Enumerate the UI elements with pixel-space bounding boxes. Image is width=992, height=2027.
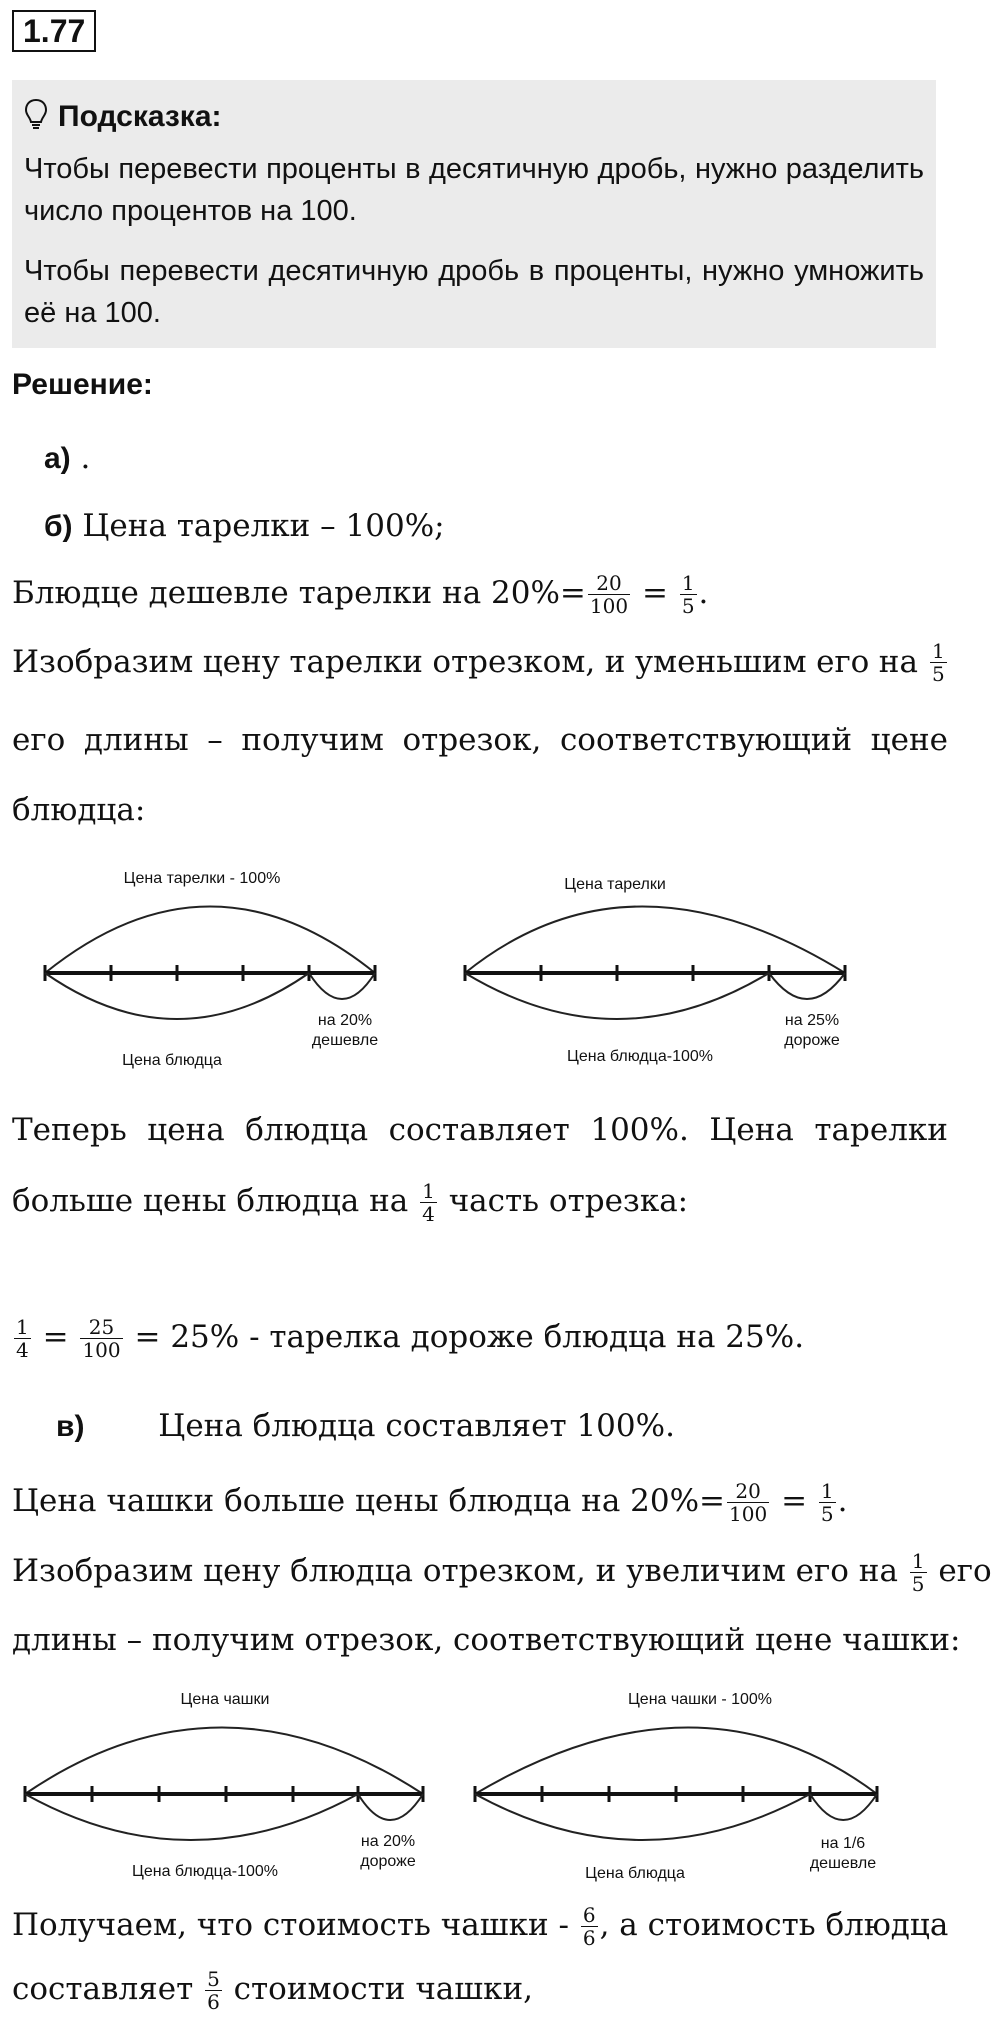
equals-sign: =	[42, 1319, 69, 1355]
part-c-line-4	[12, 1904, 948, 1949]
part-c-heading	[56, 1408, 675, 1444]
word: Теперь	[12, 1112, 127, 1148]
word: на	[878, 644, 918, 680]
numerator: 1	[820, 1479, 834, 1503]
denominator: 6	[582, 1926, 596, 1950]
part-b-line-3	[12, 722, 948, 758]
word: отрезком,	[432, 644, 596, 680]
text-fragment: Блюдце дешевле тарелки на 20%=	[12, 575, 586, 611]
diagram-1-small-1: на 20%	[317, 1012, 373, 1029]
word: длины	[83, 722, 189, 758]
fraction-20-100	[588, 572, 630, 617]
diagram-row-2	[0, 1686, 960, 1896]
numerator: 1	[16, 1315, 29, 1339]
word: и	[604, 644, 626, 680]
fraction-1-5	[680, 572, 697, 617]
word: отрезок,	[402, 722, 542, 758]
fraction-1-5	[930, 640, 947, 685]
word: получим	[241, 722, 384, 758]
part-c-line-2	[12, 1549, 992, 1596]
denominator: 100	[82, 1338, 121, 1362]
hint-title-row	[24, 98, 222, 134]
word: цену	[202, 644, 280, 680]
text-fragment: Изобразим цену блюдца отрезком, и увеличим его на	[12, 1553, 898, 1589]
numerator: 1	[681, 571, 695, 595]
part-a-text: .	[80, 440, 91, 476]
part-c-line-1	[12, 1480, 948, 1525]
denominator: 4	[16, 1338, 29, 1362]
equals-sign: =	[781, 1483, 808, 1519]
word: соответствующий	[559, 722, 853, 758]
fraction-5-6	[205, 1968, 222, 2013]
part-b-label: б)	[44, 510, 73, 543]
text-fragment: стоимости чашки,	[233, 1971, 534, 2007]
diagram-2-top-label: Цена тарелки	[564, 876, 666, 893]
numerator: 6	[582, 1903, 596, 1927]
word: тарелки	[814, 1112, 948, 1148]
fraction-20-100	[727, 1480, 769, 1525]
denominator: 5	[681, 594, 695, 618]
part-a-label: а)	[44, 442, 71, 475]
text-fragment: .	[698, 575, 709, 611]
text-fragment: больше цены блюдца на	[12, 1183, 409, 1219]
text-fragment: , а стоимость блюдца	[599, 1907, 949, 1943]
hint-paragraph-2: Чтобы перевести десятичную дробь в проценты, нужно умножить её на 100.	[24, 255, 924, 329]
part-c-line-5	[12, 1968, 948, 2013]
word: его	[816, 644, 870, 680]
word: Изобразим	[12, 644, 194, 680]
denominator: 5	[932, 662, 945, 686]
word: блюдца	[245, 1112, 369, 1148]
part-c-line-3: длины – получим отрезок, соответствующий цене чашки:	[12, 1622, 961, 1658]
word: цена	[147, 1112, 225, 1148]
text-fragment: Получаем, что стоимость чашки -	[12, 1907, 569, 1943]
diagram-1-top-label: Цена тарелки - 100%	[123, 870, 281, 887]
part-c-label: в)	[56, 1410, 85, 1443]
denominator: 100	[729, 1502, 768, 1526]
text-fragment: = 25% - тарелка дороже блюдца на 25%.	[134, 1319, 805, 1355]
diagram-3-bottom-label: Цена блюдца-100%	[132, 1863, 278, 1880]
part-c-text: Цена блюдца составляет 100%.	[158, 1408, 675, 1444]
diagram-2-bottom-label: Цена блюдца-100%	[567, 1048, 713, 1065]
part-a	[44, 440, 90, 476]
word: уменьшим	[634, 644, 807, 680]
denominator: 100	[589, 594, 629, 618]
part-b-heading	[44, 508, 445, 544]
text-fragment: .	[837, 1483, 848, 1519]
numerator: 1	[932, 639, 945, 663]
diagram-4-bottom-label: Цена блюдца	[585, 1865, 685, 1882]
denominator: 4	[422, 1202, 435, 1226]
word: 100%.	[590, 1112, 689, 1148]
numerator: 1	[911, 1549, 925, 1573]
text-fragment: его	[938, 1553, 992, 1589]
part-b-line-4: блюдца:	[12, 792, 146, 828]
hint-box	[12, 80, 936, 348]
numerator: 5	[207, 1967, 220, 1991]
fraction-25-100	[80, 1316, 122, 1361]
numerator: 20	[727, 1480, 769, 1503]
hint-title: Подсказка:	[58, 100, 222, 133]
part-b-calculation	[12, 1316, 948, 1361]
part-b-line-5	[12, 1112, 948, 1148]
diagram-4-top-label: Цена чашки - 100%	[627, 1691, 773, 1708]
numerator: 20	[588, 572, 630, 595]
diagram-1-bottom-label: Цена блюдца	[122, 1052, 222, 1069]
diagram-2-small-1: на 25%	[784, 1012, 840, 1029]
lightbulb-icon	[24, 98, 48, 132]
diagram-1-small-2: дешевле	[311, 1032, 379, 1049]
word: Цена	[709, 1112, 794, 1148]
hint-paragraph-1: Чтобы перевести проценты в десятичную дробь, нужно разделить число процентов на 100.	[24, 153, 924, 227]
fraction-6-6	[581, 1904, 598, 1949]
denominator: 5	[820, 1502, 834, 1526]
diagram-saucer-plus-20	[25, 1691, 423, 1880]
diagram-3-top-label: Цена чашки	[180, 1691, 270, 1708]
word: его	[12, 722, 66, 758]
word: цене	[870, 722, 948, 758]
numerator: 25	[80, 1316, 122, 1339]
diagram-cup-minus-one-sixth	[475, 1691, 877, 1882]
diagram-2-small-2: дороже	[784, 1032, 840, 1049]
part-b-line-1	[12, 572, 948, 617]
word: –	[207, 722, 223, 758]
part-b-line-6	[12, 1180, 948, 1225]
diagram-3-small-2: дороже	[360, 1853, 416, 1870]
denominator: 6	[207, 1990, 220, 2014]
numerator: 1	[422, 1179, 435, 1203]
fraction-1-5	[819, 1480, 836, 1525]
fraction-1-5	[910, 1550, 927, 1595]
diagram-3-small-1: на 20%	[360, 1833, 416, 1850]
word: составляет	[388, 1112, 570, 1148]
diagram-plate-minus-20	[45, 870, 378, 1069]
text-fragment: Цена чашки больше цены блюдца на 20%=	[12, 1483, 726, 1519]
part-b-line-2	[12, 644, 918, 680]
diagram-4-small-2: дешевле	[809, 1855, 877, 1872]
solution-label: Решение:	[12, 368, 153, 401]
word: тарелки	[289, 644, 423, 680]
diagram-4-small-1: на 1/6	[820, 1835, 866, 1852]
task-number: 1.77	[12, 10, 96, 52]
text-fragment: составляет	[12, 1971, 194, 2007]
part-b-text: Цена тарелки – 100%;	[82, 508, 445, 544]
denominator: 5	[911, 1572, 925, 1596]
diagram-row-1	[0, 855, 960, 1080]
diagram-plate-plus-25	[465, 876, 845, 1065]
equals-sign: =	[641, 575, 668, 611]
fraction-1-4	[14, 1316, 31, 1361]
fraction-1-5-inline	[928, 640, 949, 685]
fraction-1-4	[420, 1180, 437, 1225]
text-fragment: часть отрезка:	[448, 1183, 689, 1219]
